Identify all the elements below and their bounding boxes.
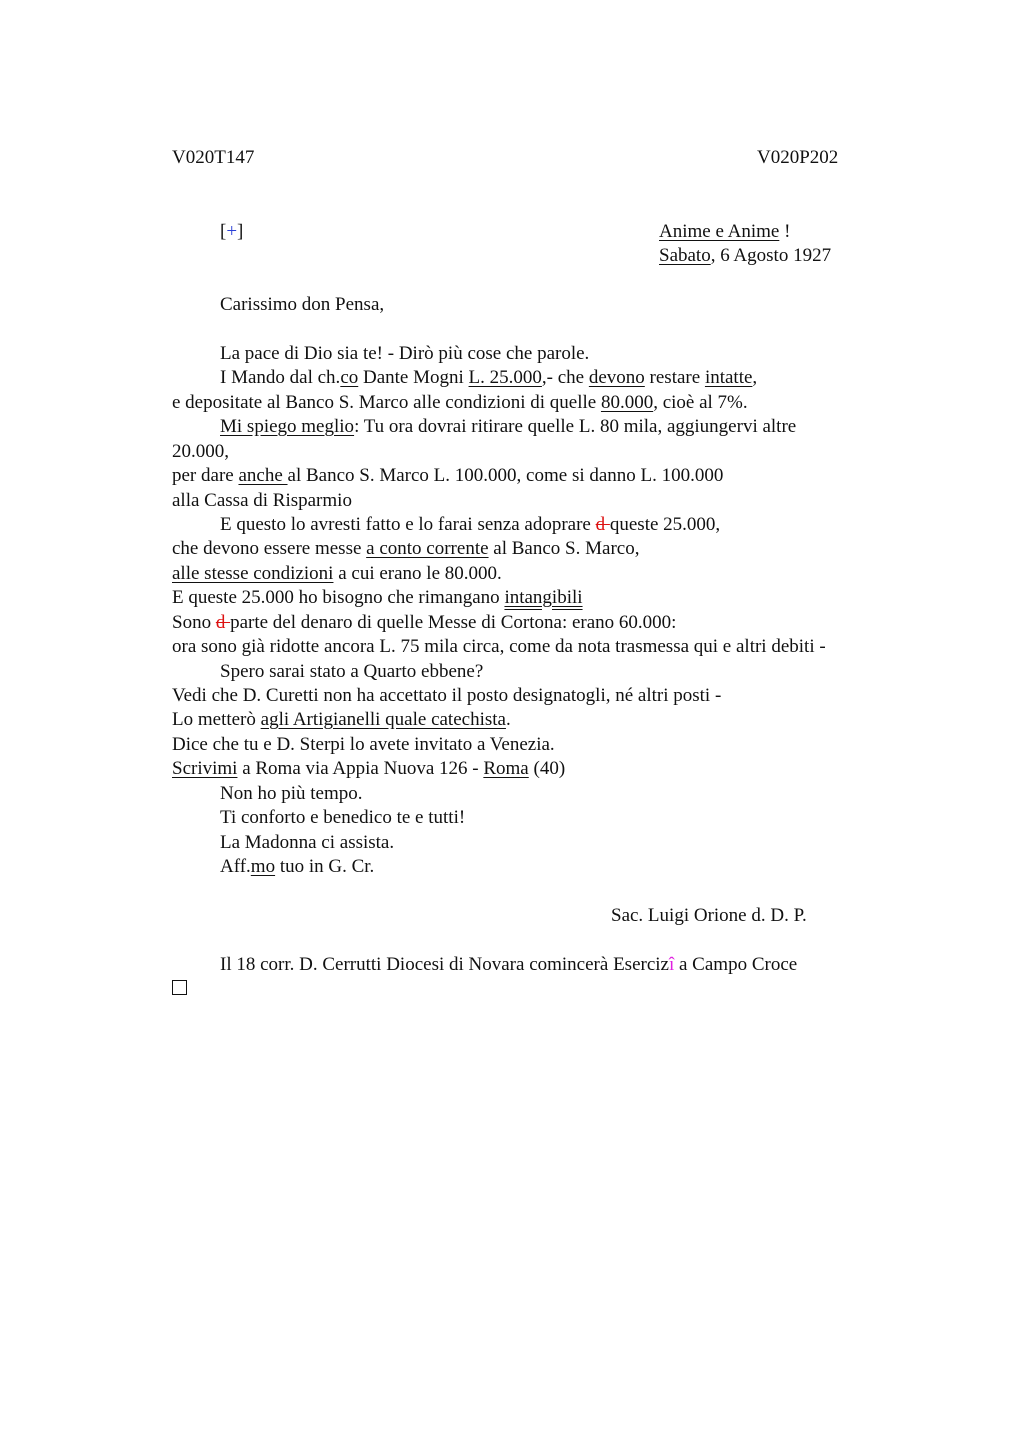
body-line: La pace di Dio sia te! - Dirò più cose che parole. (220, 343, 590, 364)
body-line: La Madonna ci assista. (220, 832, 395, 853)
body-line: e depositate al Banco S. Marco alle condizioni di quelle 80.000, cioè al 7%. (172, 392, 748, 413)
body-line: Spero sarai stato a Quarto ebbene? (220, 661, 484, 682)
header-right-code: V020P202 (757, 147, 839, 168)
body-line: Dice che tu e D. Sterpi lo avete invitato a Venezia. (172, 734, 555, 755)
empty-box-icon (172, 980, 187, 995)
postscript: Il 18 corr. D. Cerrutti Diocesi di Novara comincerà Esercizî a Campo Croce (220, 954, 798, 975)
body-line: E questo lo avresti fatto e lo farai senza adoprare d queste 25.000, (220, 514, 721, 535)
body-line: Lo metterò agli Artigianelli quale catechista. (172, 709, 511, 730)
body-line: Scrivimi a Roma via Appia Nuova 126 - Roma (40) (172, 758, 566, 779)
body-line: Ti conforto e benedico te e tutti! (220, 807, 466, 828)
body-line: E queste 25.000 ho bisogno che rimangano intangibili (172, 587, 583, 608)
body-line: Non ho più tempo. (220, 783, 363, 804)
body-line: I Mando dal ch.co Dante Mogni L. 25.000,- che devono restare intatte, (220, 367, 758, 388)
closing-line: Aff.mo tuo in G. Cr. (220, 856, 375, 877)
body-line: per dare anche al Banco S. Marco L. 100.000, come si danno L. 100.000 (172, 465, 724, 486)
header-left-code: V020T147 (172, 147, 255, 168)
body-line: Mi spiego meglio: Tu ora dovrai ritirare quelle L. 80 mila, aggiungervi altre (220, 416, 797, 437)
cross-icon: + (226, 221, 238, 242)
signature: Sac. Luigi Orione d. D. P. (611, 905, 807, 926)
salutation: Carissimo don Pensa, (220, 294, 385, 315)
deleted-text: d (215, 612, 231, 633)
body-line: alla Cassa di Risparmio (172, 490, 352, 511)
cross-mark: [+] (220, 221, 244, 242)
body-line: Sono d parte del denaro di quelle Messe di Cortona: erano 60.000: (172, 612, 677, 633)
heading-title: Anime e Anime ! (659, 221, 791, 242)
body-line: ora sono già ridotte ancora L. 75 mila circa, come da nota trasmessa qui e altri debiti - (172, 636, 826, 657)
body-line: Vedi che D. Curetti non ha accettato il posto designatogli, né altri posti - (172, 685, 722, 706)
body-line: alle stesse condizioni a cui erano le 80.000. (172, 563, 502, 584)
body-line: 20.000, (172, 441, 229, 462)
deleted-text: d (595, 514, 610, 535)
letter-date: Sabato, 6 Agosto 1927 (659, 245, 832, 266)
body-line: che devono essere messe a conto corrente al Banco S. Marco, (172, 538, 640, 559)
